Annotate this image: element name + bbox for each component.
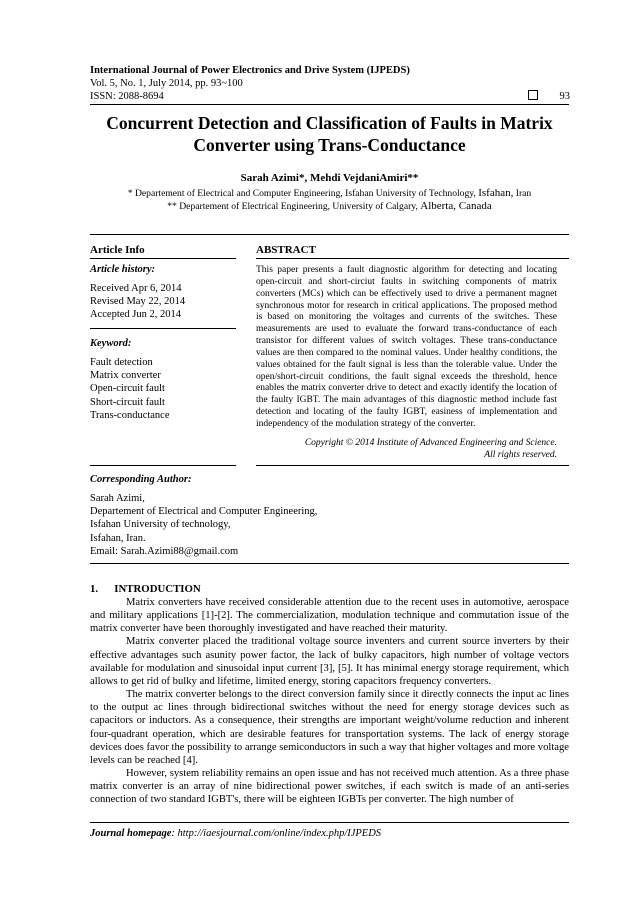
homepage-label: Journal homepage bbox=[90, 828, 172, 839]
copyright-line-1: Copyright © 2014 Institute of Advanced Engineering and Science. bbox=[304, 438, 557, 448]
article-history bbox=[90, 282, 185, 322]
footer-rule bbox=[90, 822, 569, 823]
intro-paragraph: The matrix converter belongs to the direct conversion family since it directly connects the input ac lines to the output ac lines through bidirectional switches without the need for energy storage devices such as capacitors or inductors. As a consequence, their strengths are important weight/volume reduction and inherent four-quadrant operation, which are desirable features for transportation systems. The lack of energy storage devices does favor the possibility to arrange semiconductors in such a way that higher voltages and more voltage levels can be reached [4]. bbox=[90, 689, 569, 766]
corresponding-author-details bbox=[90, 492, 317, 558]
journal-header bbox=[90, 64, 570, 104]
copyright-line-2: All rights reserved. bbox=[484, 450, 557, 460]
author-name: Sarah Azimi, bbox=[90, 493, 145, 504]
volume-line: Vol. 5, No. 1, July 2014, pp. 93~100 bbox=[90, 78, 243, 90]
affiliation-2-city: Alberta, Canada bbox=[420, 200, 492, 212]
affiliation-1-text: * Departement of Electrical and Computer Engineering, Isfahan University of Technology, bbox=[127, 188, 479, 199]
article-info-rule bbox=[90, 258, 236, 259]
introduction-body bbox=[90, 596, 569, 807]
corresponding-rule bbox=[90, 563, 569, 564]
received-date: Received Apr 6, 2014 bbox=[90, 283, 182, 294]
affiliation-2 bbox=[90, 200, 569, 213]
intro-paragraph: Matrix converters have received considerable attention due to the recent uses in automotive, aerospace and military applications [1]-[2]. The commercialization, modulation technique and commutation issue of the matrix converter have been thoroughly investigated and have reached their maturity. bbox=[90, 597, 569, 635]
article-history-label: Article history: bbox=[90, 264, 156, 275]
article-info-heading: Article Info bbox=[90, 244, 145, 256]
keyword-list bbox=[90, 356, 170, 422]
affiliation-1-country: Iran bbox=[513, 188, 532, 199]
info-bottom-rule-right bbox=[256, 465, 569, 466]
author-department: Departement of Electrical and Computer Engineering, bbox=[90, 506, 318, 518]
keyword-item: Open-circuit fault bbox=[90, 383, 165, 395]
intro-paragraph: Matrix converter placed the traditional voltage source inventers and current source inverters by their effective advantages such asunity power factor, the lack of bulky capacitors, high number of voltage vectors available for modulation and sinusoidal input current [3], [5]. It has minimal energy storage requirement, which allows to get rid of bulky and lifetime, limited energy, storing capacitors frequency converters. bbox=[90, 636, 569, 687]
keyword-item: Matrix converter bbox=[90, 370, 161, 382]
checkbox-square-icon bbox=[528, 90, 538, 100]
keyword-item: Trans-conductance bbox=[90, 409, 170, 421]
keyword-item: Fault detection bbox=[90, 357, 153, 368]
intro-paragraph: However, system reliability remains an open issue and has not received much attention. As a three phase matrix converter is an array of nine bidirectional power switches, if each switch is made of an anti-series connection of two standard IGBT's, there will be eighteen IGBTs per converter. The high number of bbox=[90, 768, 569, 806]
info-bottom-rule-left bbox=[90, 465, 236, 466]
revised-date: Revised May 22, 2014 bbox=[90, 296, 186, 308]
homepage-link[interactable]: : http://iaesjournal.com/online/index.php/IJPEDS bbox=[171, 828, 382, 839]
author-email: Email: Sarah.Azimi88@gmail.com bbox=[90, 545, 239, 557]
title-line-1: Concurrent Detection and Classification of Faults in Matrix bbox=[106, 113, 553, 133]
authors: Sarah Azimi*, Mehdi VejdaniAmiri** bbox=[240, 172, 419, 184]
author-city: Isfahan, Iran. bbox=[90, 532, 146, 544]
accepted-date: Accepted Jun 2, 2014 bbox=[90, 309, 181, 321]
page-number-block bbox=[528, 90, 571, 103]
affiliation-2-text: ** Departement of Electrical Engineering, University of Calgary, bbox=[167, 201, 421, 212]
introduction-heading: 1. INTRODUCTION bbox=[90, 583, 201, 595]
abstract-heading: ABSTRACT bbox=[256, 244, 316, 256]
info-top-rule bbox=[90, 234, 569, 235]
abstract-text: This paper presents a fault diagnostic algorithm for detecting and locating open-circuit and short-circiut faults in switching components of matrix converters (MCs) which can be effectively used to drive a permanent magnet synchronous motor for research in critical applications. The proposed method is based on monitoring the voltages and currents of the switches. These measurements are used to evaluate the forward trans-conductance of each transistor for different values of switch voltages. These trans-conductance values are then compared to the nominal values. Under healthy conditions, the values obtained for the fault signal is less than the tolerable value. Under the open/short-circuit conditions, the fault signal exceeds the threshold, hence enables the matrix converter drive to detect and exactly identify the location of the faulty IGBT. The main advantages of this diagnostic method include fast detection and locating of the faulty IGBT, easiness of implementation and independency of the modulation strategy of the converter. bbox=[256, 265, 557, 429]
keyword-item: Short-circuit fault bbox=[90, 396, 165, 408]
journal-title: International Journal of Power Electronics and Drive System (IJPEDS) bbox=[90, 65, 410, 76]
abstract-rule bbox=[256, 258, 569, 259]
title-line-2: Converter using Trans-Conductance bbox=[193, 135, 466, 155]
journal-homepage bbox=[90, 828, 381, 839]
affiliation-1-city: Isfahan, bbox=[478, 187, 514, 199]
header-rule bbox=[90, 104, 569, 105]
paper-title bbox=[90, 112, 569, 156]
corresponding-author-label: Corresponding Author: bbox=[90, 474, 192, 485]
history-rule bbox=[90, 328, 236, 329]
page-number: 93 bbox=[559, 91, 570, 102]
keyword-label: Keyword: bbox=[90, 338, 132, 349]
copyright bbox=[256, 437, 557, 461]
affiliation-1 bbox=[90, 187, 569, 200]
author-university: Isfahan University of technology, bbox=[90, 519, 231, 531]
issn: ISSN: 2088-8694 bbox=[90, 91, 164, 103]
